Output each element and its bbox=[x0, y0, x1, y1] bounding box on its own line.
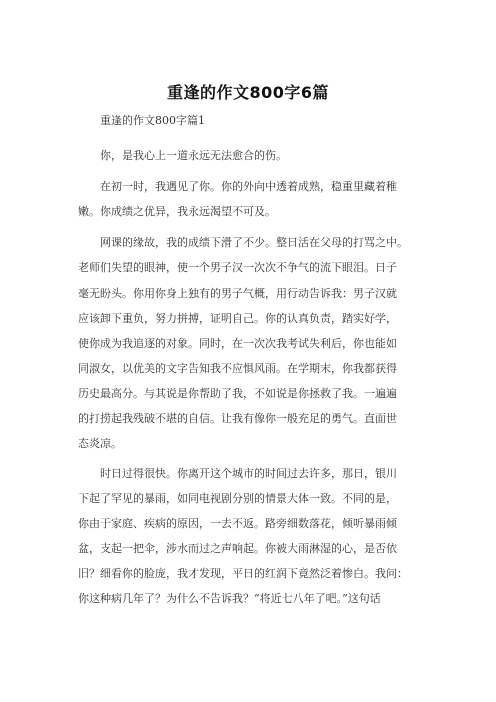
paragraph-line: 在初一时，我遇见了你。你的外向中透着成熟，稳重里藏着稚 bbox=[100, 180, 397, 193]
paragraph-line: 你这种病几年了？为什么不告诉我？“将近七八年了吧。”这句话 bbox=[78, 592, 381, 605]
paragraph-line: 下起了罕见的暴雨，如同电视剧分别的情景大体一致。不同的是， bbox=[78, 492, 397, 505]
paragraph-line: 盆，支起一把伞，涉水而过之声响起。你被大雨淋湿的心，是否依 bbox=[78, 542, 397, 555]
paragraph-line: 毫无盼头。你用你身上独有的男子气概，用行动告诉我：男子汉就 bbox=[78, 287, 397, 300]
paragraph-line: 你，是我心上一道永远无法愈合的伤。 bbox=[100, 149, 287, 162]
paragraph-line: 同淑女，以优美的文字告知我不应惧风雨。在学期末，你我都获得 bbox=[78, 362, 397, 375]
paragraph-line: 旧？细看你的脸庞，我才发现，平日的红润下竟然泛着惨白。我问： bbox=[78, 567, 408, 580]
paragraph-line: 老师们失望的眼神，使一个男子汉一次次不争气的流下眼泪。日子 bbox=[78, 261, 397, 274]
paragraph-line: 网课的缘故，我的成绩下滑了不少。整日活在父母的打骂之中。 bbox=[100, 236, 408, 249]
paragraph-line: 历史最高分。与其说是你帮助了我，不如说是你拯救了我。一遍遍 bbox=[78, 387, 397, 400]
paragraph-line: 应该卸下重负，努力拼搏，证明自己。你的认真负责，踏实好学， bbox=[78, 312, 397, 325]
paragraph-line: 你由于家庭、疾病的原因，一去不返。路旁细数落花，倾听暴雨倾 bbox=[78, 517, 397, 530]
paragraph-line: 的打捞起我残破不堪的自信。让我有像你一般充足的勇气。直面世 bbox=[78, 412, 397, 425]
paragraph-line: 时日过得很快。你离开这个城市的时间过去许多，那日，银川 bbox=[100, 467, 397, 480]
document-title: 重逢的作文800字6篇 bbox=[166, 83, 330, 102]
paragraph-line: 态炎凉。 bbox=[78, 437, 122, 450]
paragraph-line: 使你成为我追逐的对象。同时，在一次次我考试失利后，你也能如 bbox=[78, 337, 397, 350]
paragraph-line: 嫩。你成绩之优异，我永远渴望不可及。 bbox=[78, 205, 276, 218]
section-heading: 重逢的作文800字篇1 bbox=[100, 114, 205, 127]
